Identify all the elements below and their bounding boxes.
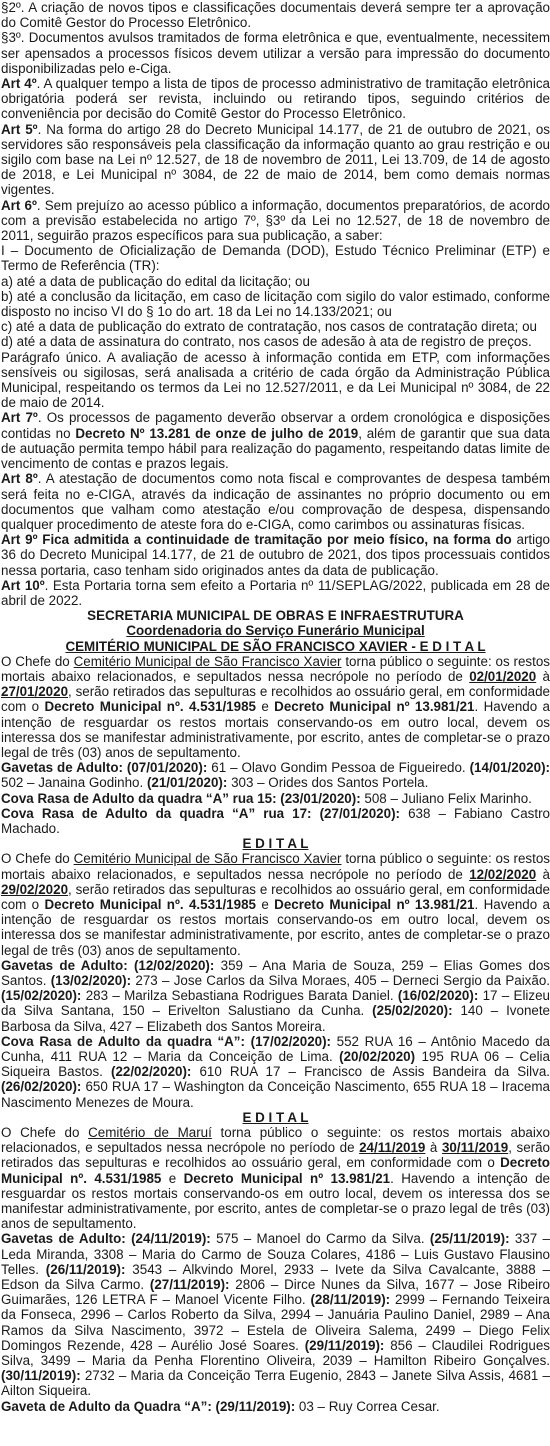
- text-run: torna público o seguinte: os restos mortais abaixo relacionados, e sepultados nessa necrópole no período de: [1, 851, 550, 882]
- text-run: , serão retirados das sepulturas e recolhidos ao ossuário geral, em conformidade com o: [1, 684, 550, 715]
- bold-text: Cova Rasa de Adulto da quadra “A”: (17/02/2020):: [1, 1033, 332, 1049]
- edital-heading: E D I T A L: [242, 836, 309, 852]
- bold-text: (20/02/2020): [339, 1049, 416, 1065]
- bold-text: 02/01/2020: [469, 668, 537, 684]
- text-run: d) até a data de assinatura do contrato, nos casos de adesão à ata de registro de preços.: [1, 334, 532, 350]
- bold-text: (26/11/2019):: [45, 1261, 126, 1277]
- paragraph: [1, 76, 550, 122]
- text-run: 638 – Fabiano Castro Machado.: [1, 805, 550, 836]
- bold-text: 12/02/2020: [469, 866, 537, 882]
- text-run: torna público o seguinte: os restos mortais abaixo relacionados, e sepultados nessa necrópole no período de: [1, 653, 550, 684]
- paragraph: [1, 532, 550, 578]
- bold-text: (29/11/2019):: [304, 1337, 385, 1353]
- cemiterio-title: CEMITÉRIO MUNICIPAL DE SÃO FRANCISCO XAVIER - E D I T A L: [65, 638, 486, 654]
- paragraph: [1, 0, 550, 30]
- text-run: 508 – Juliano Felix Marinho.: [360, 790, 532, 806]
- bold-text: Decreto Municipal nº. 4.531/1985: [44, 699, 256, 715]
- bold-text: Gavetas de Adulto: (12/02/2020):: [1, 957, 215, 973]
- bold-text: (13/02/2020):: [50, 973, 132, 988]
- bold-text: Art 5º: [1, 121, 38, 137]
- text-run: Cemitério Municipal de São Francisco Xavier: [73, 653, 342, 669]
- bold-text: (25/11/2019):: [429, 1231, 510, 1247]
- text-run: Cemitério de Maruí: [88, 1125, 212, 1141]
- text-run: 552 RUA 16 – Antônio Macedo da Cunha, 411 RUA 12 – Maria da Conceição de Lima.: [1, 1033, 550, 1065]
- text-run: 17 – Elizeu da Silva Santana, 150 – Erivelton Salustiano da Cunha.: [1, 988, 550, 1019]
- portaria-section: [1, 0, 550, 608]
- secretaria-title: SECRETARIA MUNICIPAL DE OBRAS E INFRAESTRUTURA: [87, 608, 464, 624]
- paragraph: [1, 319, 550, 334]
- text-run: 2999 – Fernando Teixeira da Fonseca, 2996 – Carlos Roberto da Silva, 2994 – Januária Paulino Daniel, 2989 – Ana Ramos da Silva Nascimento, 3972 – Estela de Oliveira Salema, 2499 – Diego Felix Domingos Rezende, 428 – Aurélio José Soares.: [1, 1292, 550, 1353]
- text-run: à: [536, 668, 550, 684]
- bold-text: (30/11/2019):: [1, 1368, 81, 1384]
- text-run: à: [536, 866, 550, 882]
- paragraph: [1, 122, 550, 198]
- text-run: a) até a data de publicação do edital da licitação; ou: [1, 273, 310, 289]
- text-run: Parágrafo único. A avaliação de acesso à informação contida em ETP, com informações sensíveis ou sigilosas, será analisada a critério de cada órgão da Administração Pública Municipal, respeitando os termos da Lei no 12.527/2011, e da Lei Municipal nº 3084, de 22 de maio de 2014.: [1, 349, 550, 411]
- bold-text: (25/02/2020):: [372, 1003, 453, 1019]
- text-run: b) até a conclusão da licitação, em caso de licitação com sigilo do valor estimado, conforme disposto no inciso VI do § 1o do art. 18 da Lei no 14.133/2021; ou: [1, 288, 550, 320]
- bold-text: 27/01/2020: [1, 684, 69, 700]
- bold-text: Decreto Municipal nº. 4.531/1985: [44, 896, 256, 912]
- bold-text: Decreto Municipal nº. 4.531/1985: [1, 1155, 550, 1186]
- paragraph: [1, 806, 550, 836]
- text-run: , serão retirados das sepulturas e recolhidos ao ossuário geral, em conformidade com o: [1, 881, 550, 912]
- bold-text: (26/02/2020):: [1, 1079, 82, 1095]
- text-run: 3543 – Alkvindo Morel, 2933 – Ivete da Silva Cavalcante, 3888 – Edson da Silva Carmo.: [1, 1261, 550, 1293]
- paragraph: [1, 198, 550, 244]
- text-run: O Chefe do: [1, 653, 74, 669]
- text-run: O Chefe do: [1, 851, 74, 867]
- paragraph: [1, 578, 550, 608]
- text-run: 03 – Ruy Correa Cesar.: [295, 1398, 440, 1414]
- bold-text: 29/02/2020: [1, 881, 69, 897]
- bold-text: (22/02/2020):: [110, 1064, 192, 1080]
- bold-text: (16/02/2020):: [397, 988, 479, 1004]
- text-run: 2732 – Maria da Conceição Terra Eugenio, 2843 – Janete Silva Assis, 4681 – Ailton Siqueira.: [1, 1368, 550, 1399]
- paragraph: [1, 410, 550, 471]
- bold-text: Decreto Municipal nº 13.981/21: [274, 699, 475, 715]
- text-run: 283 – Marilza Sebastiana Rodrigues Barata Daniel.: [81, 988, 398, 1004]
- paragraph: [1, 274, 550, 289]
- paragraph: [1, 1231, 550, 1398]
- text-run: §2º. A criação de novos tipos e classificações documentais deverá sempre ter a aprovação do Comitê Gestor do Processo Eletrônico.: [1, 0, 550, 31]
- bold-text: (28/11/2019):: [310, 1292, 391, 1308]
- text-run: e: [255, 699, 275, 715]
- paragraph: [1, 760, 550, 790]
- text-run: à: [425, 1140, 442, 1156]
- bold-text: 30/11/2019: [441, 1140, 509, 1156]
- text-run: 195 RUA 06 – Celia Siqueira Bastos.: [1, 1049, 550, 1080]
- text-run: . Havendo a intenção de resguardar os restos mortais conservando-os em outro local, devem os interessa dos se manifestar administrativamente, por escrito, antes de completar-se o prazo legal de três (03) anos de sepultamento.: [1, 1170, 550, 1232]
- paragraph: [1, 30, 550, 76]
- text-run: . Os processos de pagamento deverão observar a ordem cronológica e disposições contidas no: [1, 410, 550, 441]
- bold-text: Art 9º Fica admitida a continuidade de tramitação por meio físico, na forma do: [1, 532, 512, 548]
- text-run: e: [161, 1170, 184, 1186]
- text-run: 2806 – Dirce Nunes da Silva, 1677 – Jose Ribeiro Guimarães, 126 LETRA F – Manoel Vicente Filho.: [1, 1277, 550, 1308]
- edital-3: [1, 1125, 550, 1414]
- text-run: Cemitério Municipal de São Francisco Xavier: [73, 851, 342, 867]
- bold-text: (21/01/2020):: [146, 775, 228, 791]
- bold-text: Gaveta de Adulto da Quadra “A”: (29/11/2019):: [1, 1398, 296, 1414]
- bold-text: Art 4º: [1, 76, 37, 92]
- text-run: 650 RUA 17 – Washington da Conceição Nascimento, 655 RUA 18 – Iracema Nascimento Menezes de Moura.: [1, 1079, 550, 1110]
- bold-text: Decreto Municipal nº 13.981/21: [183, 1170, 391, 1186]
- text-run: , serão retirados das sepulturas e recolhidos ao ossuário geral, em conformidade com o: [1, 1140, 550, 1171]
- bold-text: Cova Rasa de Adulto da quadra “A” rua 15: (23/01/2020):: [1, 790, 361, 806]
- bold-text: (14/01/2020):: [469, 760, 550, 776]
- text-run: . Esta Portaria torna sem efeito a Portaria nº 11/SEPLAG/2022, publicada em 28 de abril de 2022.: [1, 577, 550, 608]
- bold-text: Art 8º: [1, 471, 38, 487]
- text-run: e: [255, 896, 275, 912]
- bold-text: Art 6º: [1, 197, 37, 213]
- text-run: . Havendo a intenção de resguardar os restos mortais conservando-os em outro local, devem os interessa dos se manifestar administrativamente, por escrito, antes de completar-se o prazo legal de três (03) anos de sepultamento.: [1, 896, 550, 958]
- text-run: 273 – Jose Carlos da Silva Moraes, 405 – Derneci Sergio da Paixão.: [131, 973, 550, 988]
- bold-text: Decreto Municipal nº 13.981/21: [274, 896, 475, 912]
- text-run: 610 RUA 17 – Francisco de Assis Bandeira da Silva.: [191, 1064, 550, 1080]
- bold-text: Art 10º: [1, 577, 45, 593]
- paragraph: [1, 654, 550, 760]
- text-run: O Chefe do: [1, 1125, 89, 1141]
- text-run: 575 – Manoel do Carmo da Silva.: [210, 1231, 430, 1247]
- text-run: 303 – Orides dos Santos Portela.: [227, 775, 429, 791]
- bold-text: Gavetas de Adulto: (24/11/2019):: [1, 1231, 211, 1247]
- text-run: §3º. Documentos avulsos tramitados de forma eletrônica e que, eventualmente, necessitem ser apensados a processos físicos devem utilizar a versão para impressão do documento disponibilizadas pelo e-Ciga.: [1, 30, 550, 76]
- text-run: I – Documento de Oficialização de Demanda (DOD), Estudo Técnico Preliminar (ETP) e Termo de Referência (TR):: [1, 243, 550, 274]
- text-run: 502 – Janaina Godinho.: [1, 775, 147, 791]
- paragraph: [1, 289, 550, 319]
- bold-text: (15/02/2020):: [1, 988, 82, 1004]
- bold-text: Art 7º: [1, 410, 38, 426]
- paragraph: [1, 243, 550, 273]
- paragraph: [1, 350, 550, 411]
- bold-text: Cova Rasa de Adulto da quadra “A” rua 17: (27/01/2020):: [1, 805, 400, 821]
- bold-text: 24/11/2019: [359, 1140, 426, 1156]
- paragraph: [1, 471, 550, 532]
- text-run: 856 – Claudilei Rodrigues Silva, 3499 – Maria da Penha Florentino Oliveira, 2039 – Hamilton Ribeiro Gonçalves.: [1, 1337, 550, 1369]
- paragraph: [1, 1399, 550, 1414]
- bold-text: (27/11/2019):: [149, 1277, 230, 1293]
- paragraph: [1, 1125, 550, 1231]
- paragraph: [1, 851, 550, 957]
- paragraph: [1, 1034, 550, 1110]
- paragraph: [1, 334, 550, 349]
- secretaria-header: [1, 608, 550, 654]
- edital-heading: E D I T A L: [242, 1109, 309, 1125]
- text-run: 140 – Ivonete Barbosa da Silva, 427 – Elizabeth dos Santos Moreira.: [1, 1003, 550, 1034]
- text-run: . A qualquer tempo a lista de tipos de processo administrativo de tramitação eletrônica obrigatória poderá ser revista, incluindo ou retirando tipos, seguindo critérios de conveniência por decisão do Comitê Gestor do Processo Eletrônico.: [1, 76, 550, 122]
- text-run: , além de garantir que sua data de autuação permita tempo hábil para realização do pagamento, respeitando datas limite de vencimento de contas e prazos legais.: [1, 425, 550, 472]
- text-run: . Na forma do artigo 28 do Decreto Municipal 14.177, de 21 de outubro de 2021, os servidores são responsáveis pela classificação da informação quanto ao grau restrição e ou sigilo com base na Lei nº 12.527, de 18 de novembro de 2011, Lei 13.709, de 14 de agosto de 2018, e Lei Municipal nº 3084, de 22 de maio de 2014, bem como demais normas vigentes.: [1, 121, 550, 198]
- text-run: . Havendo a intenção de resguardar os restos mortais conservando-os em outro local, devem os interessa dos se manifestar administrativamente, por escrito, antes de completar-se o prazo legal de três (03) anos de sepultamento.: [1, 699, 550, 760]
- edital-1: [1, 654, 550, 836]
- coordenadoria-title: Coordenadoria do Serviço Funerário Municipal: [126, 623, 425, 639]
- bold-text: Gavetas de Adulto: (07/01/2020):: [1, 760, 208, 776]
- text-run: . Sem prejuízo ao acesso público a informação, documentos preparatórios, de acordo com a previsão estabelecida no artigo 7º, §3º da Lei no 12.527, de 18 de novembro de 2011, seguirão prazos específicos para sua publicação, a saber:: [1, 197, 550, 244]
- text-run: 337 – Leda Miranda, 3308 – Maria do Carmo de Souza Colares, 4186 – Luis Gustavo Flausino Telles.: [1, 1231, 550, 1277]
- bold-text: Decreto Nº 13.281 de onze de julho de 2019: [75, 425, 359, 441]
- text-run: 61 – Olavo Gondim Pessoa de Figueiredo.: [207, 760, 470, 776]
- text-run: . A atestação de documentos como nota fiscal e comprovantes de despesa também será feita no e-CIGA, através da indicação de assinantes no próprio documento ou em documentos que valham como atestação e/ou comprovação de despesa, dispensando qualquer procedimento de ateste fora do e-CIGA, como carimbos ou assinaturas físicas.: [1, 471, 550, 532]
- paragraph: [1, 791, 550, 806]
- edital-2: [1, 851, 550, 1109]
- text-run: torna público o seguinte: os restos mortais abaixo relacionados, e sepultados nessa necrópole no período de: [1, 1125, 550, 1156]
- paragraph: [1, 958, 550, 1034]
- text-run: 359 – Ana Maria de Souza, 259 – Elias Gomes dos Santos.: [1, 957, 550, 988]
- text-run: artigo 36 do Decreto Municipal 14.177, de 21 de outubro de 2021, dos tipos processuais contidos nessa portaria, caso tenham sido originados antes da data de publicação.: [1, 532, 550, 578]
- text-run: c) até a data de publicação do extrato de contratação, nos casos de contratação direta; ou: [1, 319, 537, 335]
